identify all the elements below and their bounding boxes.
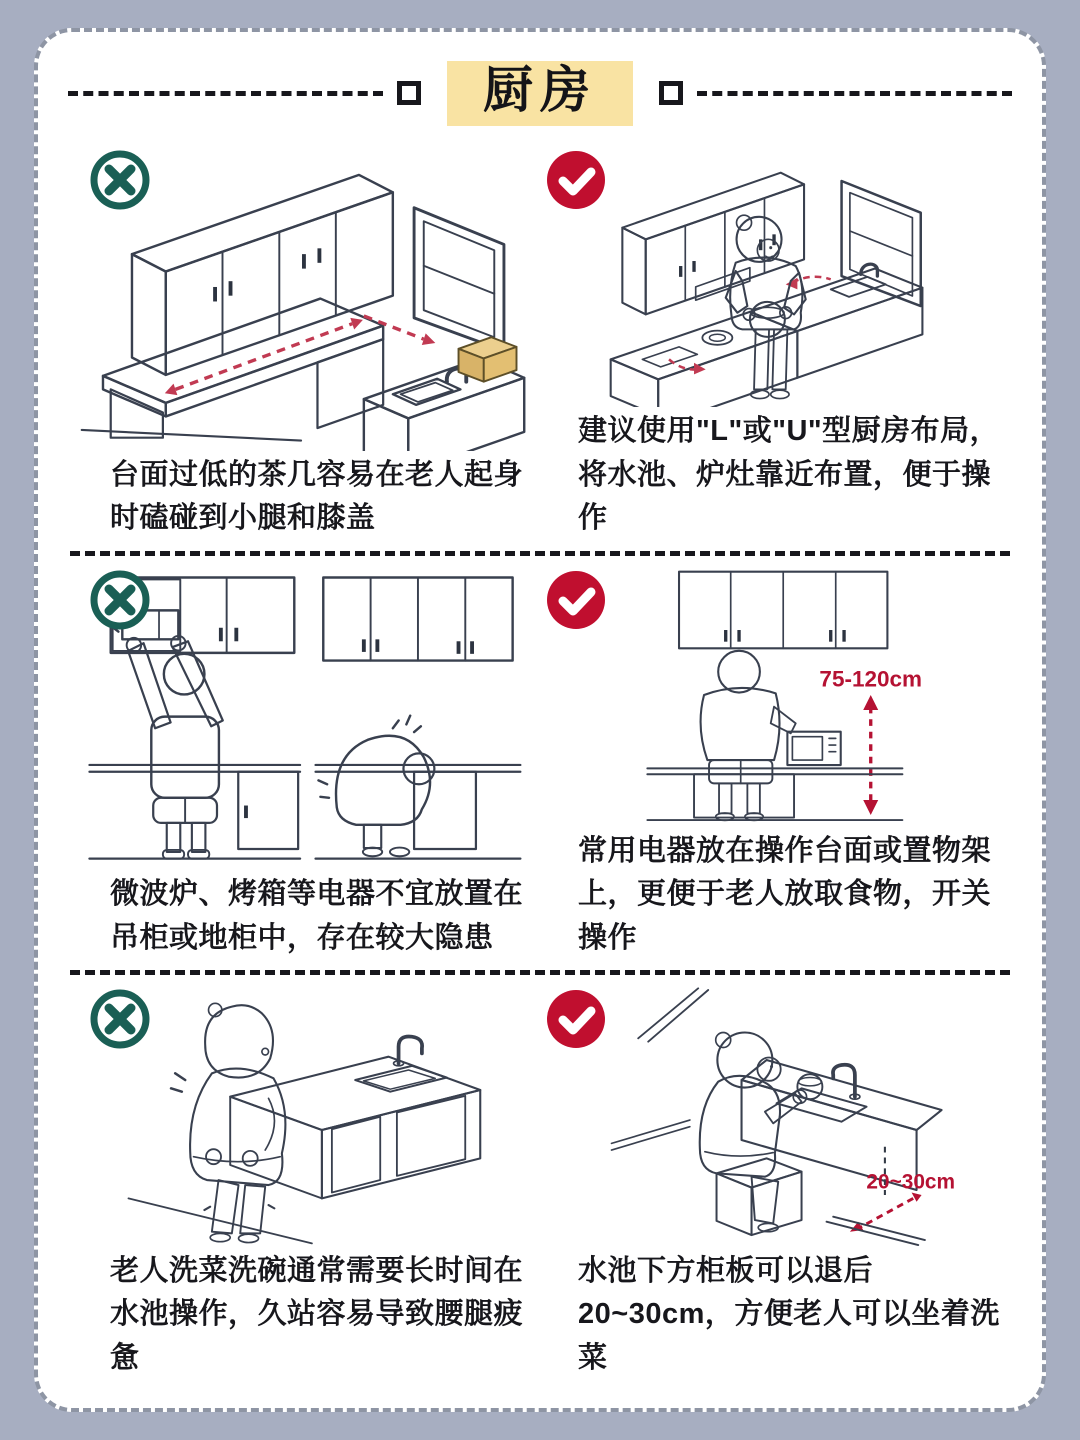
check-circle-icon [544,148,608,212]
x-circle-icon [88,148,152,212]
caption-wrong-appliance-cabinet: 微波炉、烤箱等电器不宜放置在吊柜或地柜中，存在较大隐患 [110,878,524,954]
caption-wrong-low-counter: 台面过低的茶几容易在老人起身时磕碰到小腿和膝盖 [110,458,524,535]
title-row [68,50,1012,136]
panel-correct-seated-sink [540,975,1018,1390]
recess-annotation: 20~30cm [866,1170,955,1194]
panel-wrong-standing-sink [62,975,540,1390]
caption-correct-seated-sink: 水池下方柜板可以退后20~30cm，方便老人可以坐着洗菜 [578,1254,1000,1374]
illustration-appliance-on-counter [540,556,1018,830]
x-circle-icon [88,987,152,1051]
panel-correct-appliance-counter [540,556,1018,971]
title-highlight [447,61,633,126]
square-bullet-right [659,81,683,105]
title-dashed-line-right [697,91,1012,96]
panel-wrong-appliance-cabinet [62,556,540,971]
section-layout [62,136,1018,551]
page-title: 厨房 [483,61,597,118]
check-circle-icon [544,987,608,1051]
panel-correct-l-layout [540,136,1018,551]
illustration-seated-at-sink [540,975,1018,1249]
poster-card [34,28,1046,1412]
caption-correct-l-layout: 建议使用"L"或"U"型厨房布局，将水池、炉灶靠近布置，便于操作 [578,415,1000,535]
illustration-kitchen-l-layout [540,136,1018,410]
check-circle-icon [544,568,608,632]
section-sink [62,975,1018,1390]
caption-correct-appliance-counter: 常用电器放在操作台面或置物架上，更便于老人放取食物，开关操作 [578,834,992,954]
panel-wrong-low-counter [62,136,540,551]
title-dashed-line-left [68,91,383,96]
square-bullet-left [397,81,421,105]
caption-wrong-standing-sink: 老人洗菜洗碗通常需要长时间在水池操作，久站容易导致腰腿疲惫 [110,1254,524,1374]
x-circle-icon [88,568,152,632]
section-appliances [62,556,1018,971]
height-annotation: 75-120cm [819,667,922,693]
